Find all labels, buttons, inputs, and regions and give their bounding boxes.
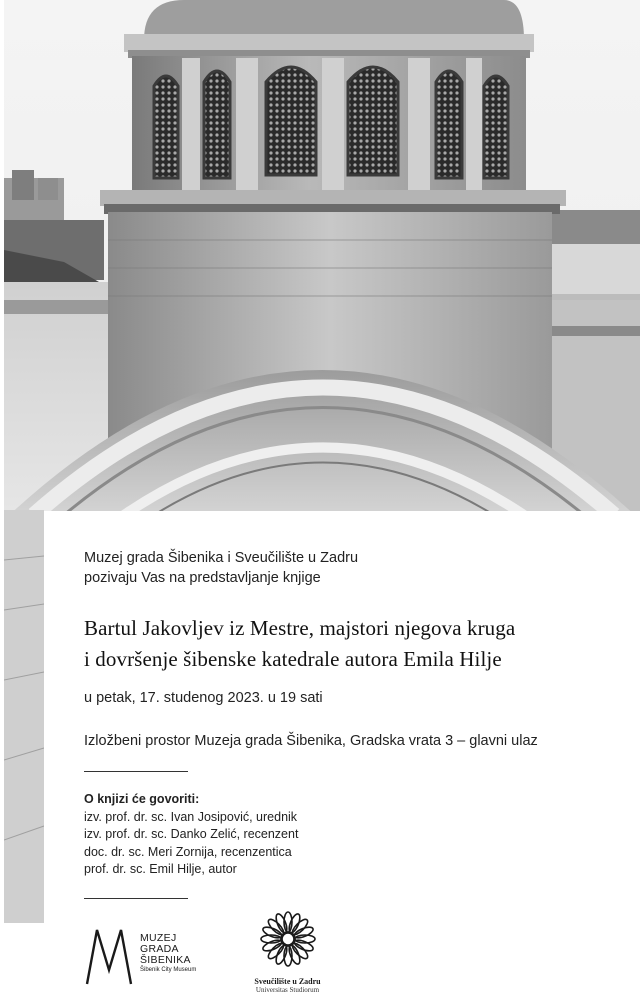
university-latin-name: Universitas Studiorum (255, 986, 320, 994)
university-emblem-icon (257, 908, 319, 970)
speaker-item: prof. dr. sc. Emil Hilje, autor (84, 862, 237, 876)
book-title-line-1: Bartul Jakovljev iz Mestre, majstori njegova kruga (84, 616, 516, 640)
speaker-item: izv. prof. dr. sc. Ivan Josipović, urednik (84, 809, 298, 824)
intro-text (84, 548, 358, 588)
book-title-line-2: i dovršenje šibenske katedrale autora Emila Hilje (84, 647, 502, 671)
speaker-item: doc. dr. sc. Meri Zornija, recenzentica (84, 844, 292, 859)
speakers-heading: O knjizi će govoriti: (84, 792, 200, 806)
muzej-line-1: MUZEJ (140, 932, 177, 944)
university-logo (240, 908, 335, 994)
muzej-line-3: ŠIBENIKA (140, 954, 191, 966)
muzej-subtitle: Šibenik City Museum (140, 967, 197, 973)
event-venue: Izložbeni prostor Muzeja grada Šibenika, Gradska vrata 3 – glavni ulaz (84, 733, 538, 749)
speakers-block (84, 791, 298, 879)
muzej-line-2: GRADA (140, 943, 179, 955)
muzej-m-icon (84, 926, 134, 986)
book-title (84, 613, 515, 675)
university-name: Sveučilište u Zadru (254, 977, 321, 986)
speaker-item: izv. prof. dr. sc. Danko Zelić, recenzent (84, 827, 299, 841)
event-date: u petak, 17. studenog 2023. u 19 sati (84, 690, 323, 706)
divider-top (84, 771, 188, 772)
intro-line-1: Muzej grada Šibenika i Sveučilište u Zadru (84, 550, 359, 566)
muzej-logo (84, 926, 196, 986)
divider-bottom (84, 898, 188, 899)
intro-line-2: pozivaju Vas na predstavljanje knjige (84, 570, 321, 586)
